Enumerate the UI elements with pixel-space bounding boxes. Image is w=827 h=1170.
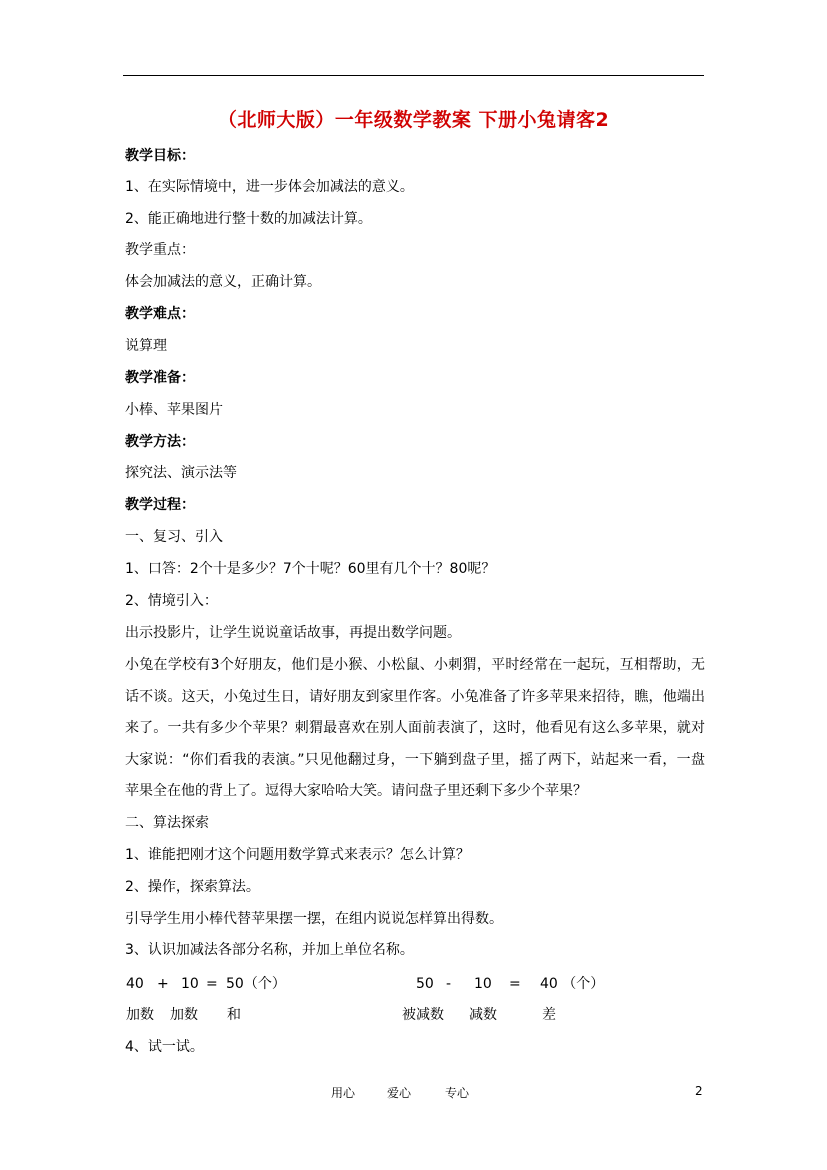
label-addend-2: 加数 <box>170 1007 198 1023</box>
page-number: 2 <box>695 1084 703 1098</box>
section-2-title: 二、算法探索 <box>125 815 209 831</box>
equation-sub-operand-2: 10 <box>474 976 492 992</box>
heading-preparation: 教学准备： <box>125 370 195 386</box>
story-paragraph: 小兔在学校有3个好朋友，他们是小猴、小松鼠、小刺猬，平时经常在一起玩，互相帮助，无话不谈。这天，小兔过生日，请好朋友到家里作客。小兔准备了许多苹果来招待，瞧，他端出来了。一共有多少个苹果？刺猬最喜欢在别人面前表演了，这时，他看见有这么多苹果，就对大家说：“你们看我的表演。”只见他翻过身，一下躺到盘子里，摇了两下，站起来一看，一盘苹果全在他的背上了。逗得大家哈哈大笑。请问盘子里还剩下多少个苹果？ <box>125 657 705 800</box>
equation-add-equals: = <box>206 976 218 992</box>
heading-methods: 教学方法： <box>125 434 195 450</box>
methods-text: 探究法、演示法等 <box>125 465 237 481</box>
heading-key-points: 教学重点： <box>125 242 195 258</box>
step-4: 4、试一试。 <box>125 1039 204 1055</box>
step-1: 1、谁能把刚才这个问题用数学算式来表示？怎么计算？ <box>125 847 470 863</box>
objective-1: 1、在实际情境中，进一步体会加减法的意义。 <box>125 179 414 195</box>
label-subtrahend: 减数 <box>469 1007 497 1023</box>
scenario-intro: 2、情境引入： <box>125 593 218 609</box>
equation-add-operator: + <box>157 976 169 992</box>
preparation-text: 小棒、苹果图片 <box>125 402 223 418</box>
projector-instruction: 出示投影片，让学生说说童话故事，再提出数学问题。 <box>125 625 461 641</box>
equation-add-operand-2: 10 <box>181 976 199 992</box>
footer-motto-1: 用心 <box>331 1086 356 1100</box>
equation-add-result: 50（个） <box>226 976 286 992</box>
heading-objectives: 教学目标： <box>125 148 195 164</box>
footer-motto-2: 爱心 <box>387 1086 412 1100</box>
label-sum: 和 <box>227 1007 241 1023</box>
equation-sub-result: 40 （个） <box>540 976 605 992</box>
label-difference: 差 <box>542 1007 556 1023</box>
step-2-guide: 引导学生用小棒代替苹果摆一摆，在组内说说怎样算出得数。 <box>125 911 503 927</box>
document-title: （北师大版）一年级数学教案 下册小兔请客2 <box>217 109 610 131</box>
step-2: 2、操作，探索算法。 <box>125 879 260 895</box>
label-addend-1: 加数 <box>126 1007 154 1023</box>
equation-add-operand-1: 40 <box>126 976 144 992</box>
heading-process: 教学过程： <box>125 497 195 513</box>
difficulties-text: 说算理 <box>125 338 167 354</box>
header-rule <box>123 75 704 76</box>
heading-difficulties: 教学难点： <box>125 306 195 322</box>
section-1-title: 一、复习、引入 <box>125 529 223 545</box>
equation-sub-equals: = <box>509 976 521 992</box>
equation-sub-operator: - <box>446 976 452 992</box>
footer-motto-3: 专心 <box>445 1086 470 1100</box>
equation-sub-operand-1: 50 <box>416 976 434 992</box>
step-3: 3、认识加减法各部分名称，并加上单位名称。 <box>125 942 414 958</box>
key-points-text: 体会加减法的意义，正确计算。 <box>125 274 321 290</box>
objective-2: 2、能正确地进行整十数的加减法计算。 <box>125 211 372 227</box>
oral-questions: 1、口答：2个十是多少？7个十呢？60里有几个十？80呢？ <box>125 561 496 577</box>
label-minuend: 被减数 <box>402 1007 444 1023</box>
